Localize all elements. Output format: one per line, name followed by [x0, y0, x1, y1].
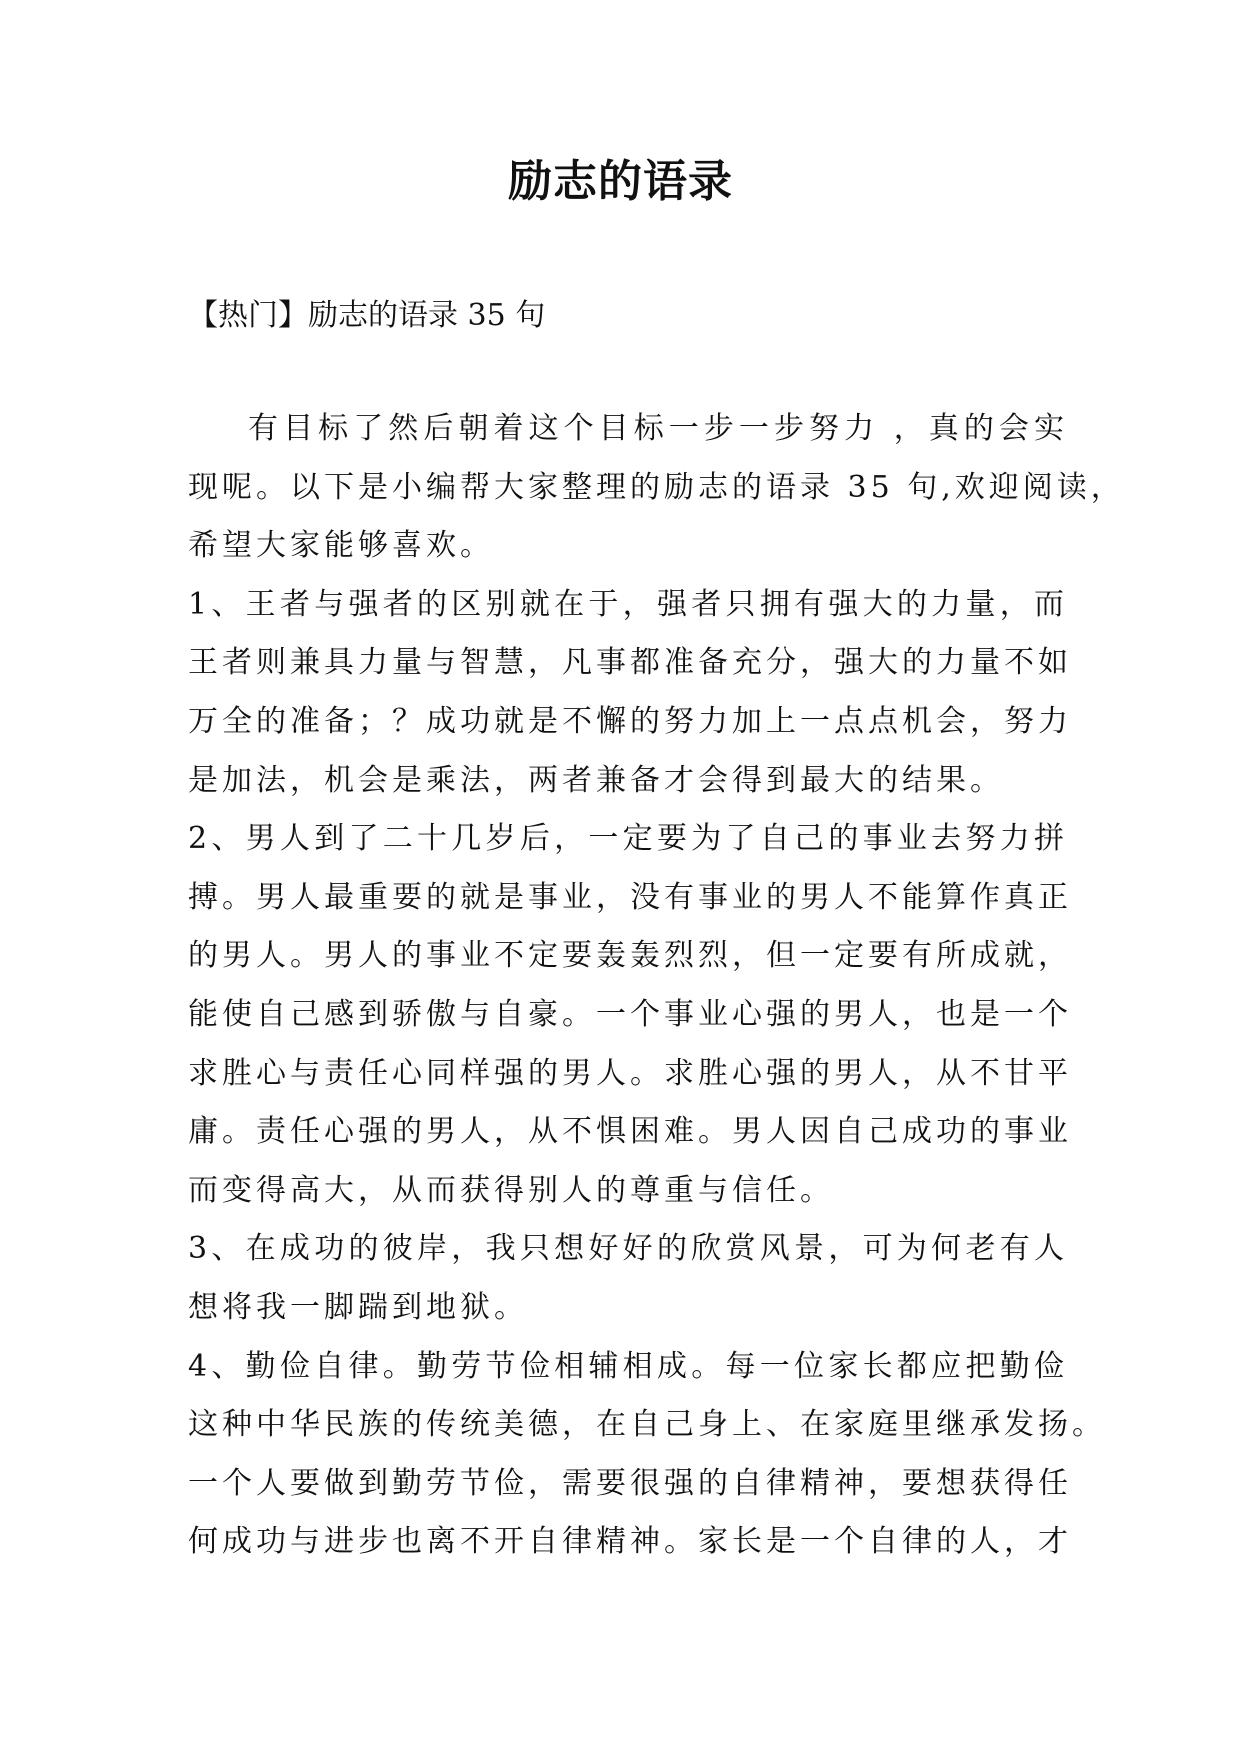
- body-line: 庸。责任心强的男人，从不惧困难。男人因自己成功的事业: [188, 1114, 1072, 1150]
- body-line: 希望大家能够喜欢。: [188, 528, 494, 564]
- body-line: 是加法，机会是乘法，两者兼备才会得到最大的结果。: [188, 762, 1004, 798]
- body-line: 一个人要做到勤劳节俭，需要很强的自律精神，要想获得任: [188, 1465, 1072, 1501]
- body-line: 现呢。以下是小编帮大家整理的励志的语录 35 句,欢迎阅读，: [188, 469, 1125, 505]
- body-line: 3、在成功的彼岸，我只想好好的欣赏风景，可为何老有人: [188, 1231, 1068, 1267]
- body-line: 何成功与进步也离不开自律精神。家长是一个自律的人，才: [188, 1524, 1072, 1560]
- body-line: 这种中华民族的传统美德，在自己身上、在家庭里继承发扬。: [188, 1407, 1106, 1443]
- body-line: 想将我一脚踹到地狱。: [188, 1289, 528, 1325]
- body-line: 求胜心与责任心同样强的男人。求胜心强的男人，从不甘平: [188, 1055, 1072, 1091]
- body-line: 能使自己感到骄傲与自豪。一个事业心强的男人，也是一个: [188, 996, 1072, 1032]
- body-line: 4、勤俭自律。勤劳节俭相辅相成。每一位家长都应把勤俭: [188, 1348, 1068, 1384]
- body-line: 万全的准备；？成功就是不懈的努力加上一点点机会，努力: [188, 703, 1072, 739]
- body-line: 而变得高大，从而获得别人的尊重与信任。: [188, 1172, 834, 1208]
- document-title: 励志的语录: [508, 156, 733, 207]
- body-line: 的男人。男人的事业不定要轰轰烈烈，但一定要有所成就，: [188, 938, 1072, 974]
- document-subtitle: 【热门】励志的语录 35 句: [188, 298, 546, 333]
- body-line: 搏。男人最重要的就是事业，没有事业的男人不能算作真正: [188, 879, 1072, 915]
- body-line: 1、王者与强者的区别就在于，强者只拥有强大的力量，而: [188, 586, 1068, 622]
- body-line: 有目标了然后朝着这个目标一步一步努力 ，真的会实: [248, 411, 1068, 446]
- document-body: [188, 400, 1125, 1572]
- body-line: 2、男人到了二十几岁后，一定要为了自己的事业去努力拼: [188, 821, 1068, 857]
- body-line: 王者则兼具力量与智慧，凡事都准备充分，强大的力量不如: [188, 645, 1072, 681]
